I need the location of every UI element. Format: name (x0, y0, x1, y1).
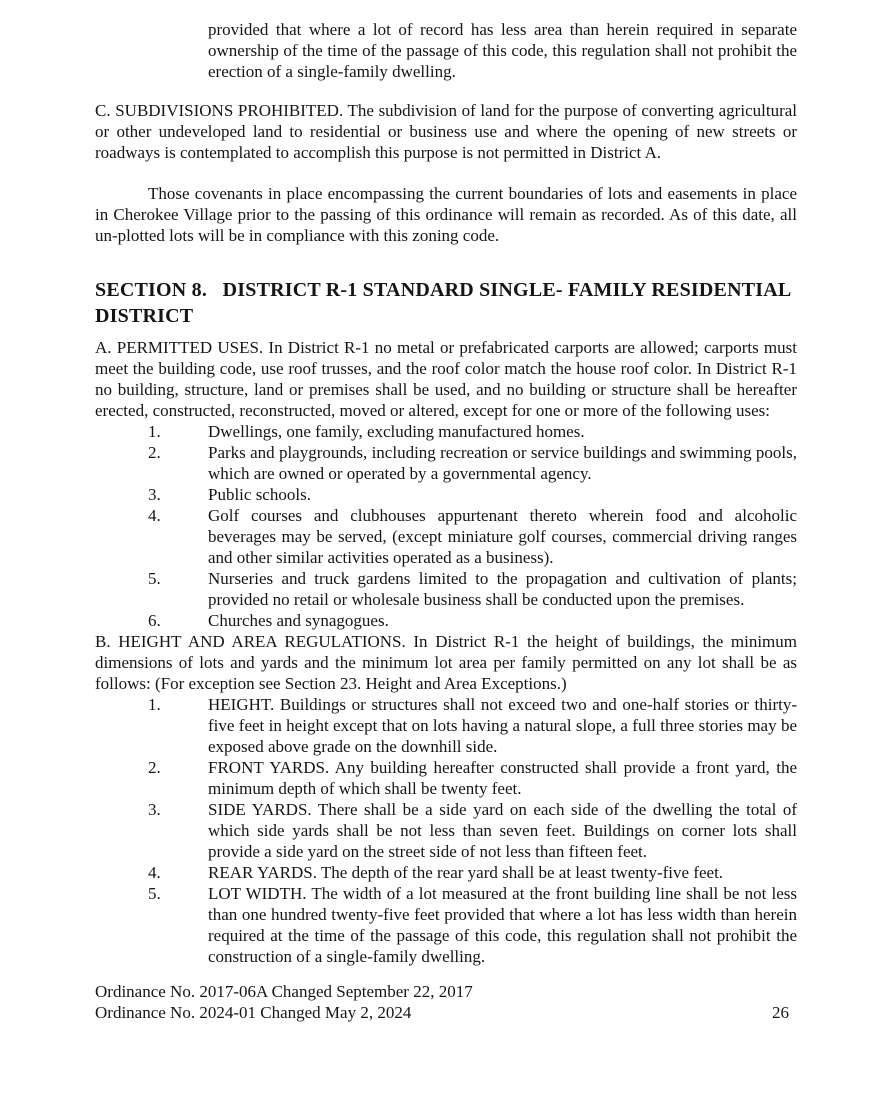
height-area-list (95, 694, 797, 967)
page-footer (95, 981, 797, 1023)
list-item-number: 2. (148, 758, 161, 777)
list-item (95, 442, 797, 484)
list-item (95, 799, 797, 862)
list-item-text: FRONT YARDS. Any building hereafter constructed shall provide a front yard, the minimum depth of which shall be twenty feet. (208, 758, 797, 798)
permitted-uses-intro: A. PERMITTED USES. In District R-1 no metal or prefabricated carports are allowed; carports must meet the building code, use roof trusses, and the roof color match the house roof color. In District R-1 no building, structure, land or premises shall be used, and no building or structure shall be hereafter erected, constructed, reconstructed, moved or altered, except for one or more of the following uses: (95, 338, 797, 420)
list-item-number: 3. (148, 485, 161, 504)
height-area-intro: B. HEIGHT AND AREA REGULATIONS. In District R-1 the height of buildings, the minimum dimensions of lots and yards and the minimum lot area per family permitted on any lot shall be as follows: (For exception see Section 23. Height and Area Exceptions.) (95, 632, 797, 693)
list-item (95, 421, 797, 442)
list-item-number: 1. (148, 422, 161, 441)
list-item-number: 5. (148, 569, 161, 588)
list-item-text: Nurseries and truck gardens limited to the propagation and cultivation of plants; provided no retail or wholesale business shall be conducted upon the premises. (208, 569, 797, 609)
list-item-number: 1. (148, 695, 161, 714)
list-item (95, 505, 797, 568)
list-item (95, 757, 797, 799)
footer-ordinance-2024: Ordinance No. 2024-01 Changed May 2, 2024 (95, 1003, 412, 1022)
list-item-text: SIDE YARDS. There shall be a side yard on each side of the dwelling the total of which side yards shall be not less than seven feet. Buildings on corner lots shall provide a side yard on the street side of not less than fifteen feet. (208, 800, 797, 861)
list-item-number: 6. (148, 611, 161, 630)
list-item (95, 862, 797, 883)
list-item (95, 568, 797, 610)
covenants-paragraph: Those covenants in place encompassing the current boundaries of lots and easements in place in Cherokee Village prior to the passing of this ordinance will remain as recorded. As of this date, all un-plotted lots will be in compliance with this zoning code. (95, 184, 797, 245)
list-item-text: HEIGHT. Buildings or structures shall not exceed two and one-half stories or thirty-five feet in height except that on lots having a natural slope, a full three stories may be exposed above grade on the downhill side. (208, 695, 797, 756)
permitted-uses-list (95, 421, 797, 631)
list-item (95, 610, 797, 631)
footer-ordinance-2017: Ordinance No. 2017-06A Changed September 22, 2017 (95, 982, 473, 1001)
list-item-text: LOT WIDTH. The width of a lot measured at the front building line shall be not less than one hundred twenty-five feet provided that where a lot has less width than herein required at the time of the passage of this code, this regulation shall not prohibit the construction of a single-family dwelling. (208, 884, 797, 966)
list-item-text: Dwellings, one family, excluding manufactured homes. (208, 422, 585, 441)
list-item (95, 883, 797, 967)
list-item-number: 4. (148, 863, 161, 882)
list-item-number: 3. (148, 800, 161, 819)
list-item (95, 694, 797, 757)
section-8-heading: SECTION 8. DISTRICT R-1 STANDARD SINGLE- FAMILY RESIDENTIAL DISTRICT (95, 279, 796, 327)
list-item-text: REAR YARDS. The depth of the rear yard shall be at least twenty-five feet. (208, 863, 724, 882)
list-item-text: Golf courses and clubhouses appurtenant thereto wherein food and alcoholic beverages may be served, (except miniature golf courses, commercial driving ranges and other similar activities operated as a business). (208, 506, 797, 567)
list-item (95, 484, 797, 505)
list-item-number: 5. (148, 884, 161, 903)
list-item-text: Parks and playgrounds, including recreation or service buildings and swimming pools, which are owned or operated by a governmental agency. (208, 443, 797, 483)
section-c-subdivisions-paragraph: C. SUBDIVISIONS PROHIBITED. The subdivision of land for the purpose of converting agricultural or other undeveloped land to residential or business use and where the opening of new streets or roadways is contemplated to accomplish this purpose is not permitted in District A. (95, 101, 797, 162)
list-item-number: 2. (148, 443, 161, 462)
list-item-text: Churches and synagogues. (208, 611, 389, 630)
page-number: 26 (772, 1003, 789, 1022)
list-item-number: 4. (148, 506, 161, 525)
carryover-paragraph: provided that where a lot of record has less area than herein required in separate ownership of the time of the passage of this code, this regulation shall not prohibit the erection of a single-family dwelling. (208, 20, 797, 81)
list-item-text: Public schools. (208, 485, 311, 504)
